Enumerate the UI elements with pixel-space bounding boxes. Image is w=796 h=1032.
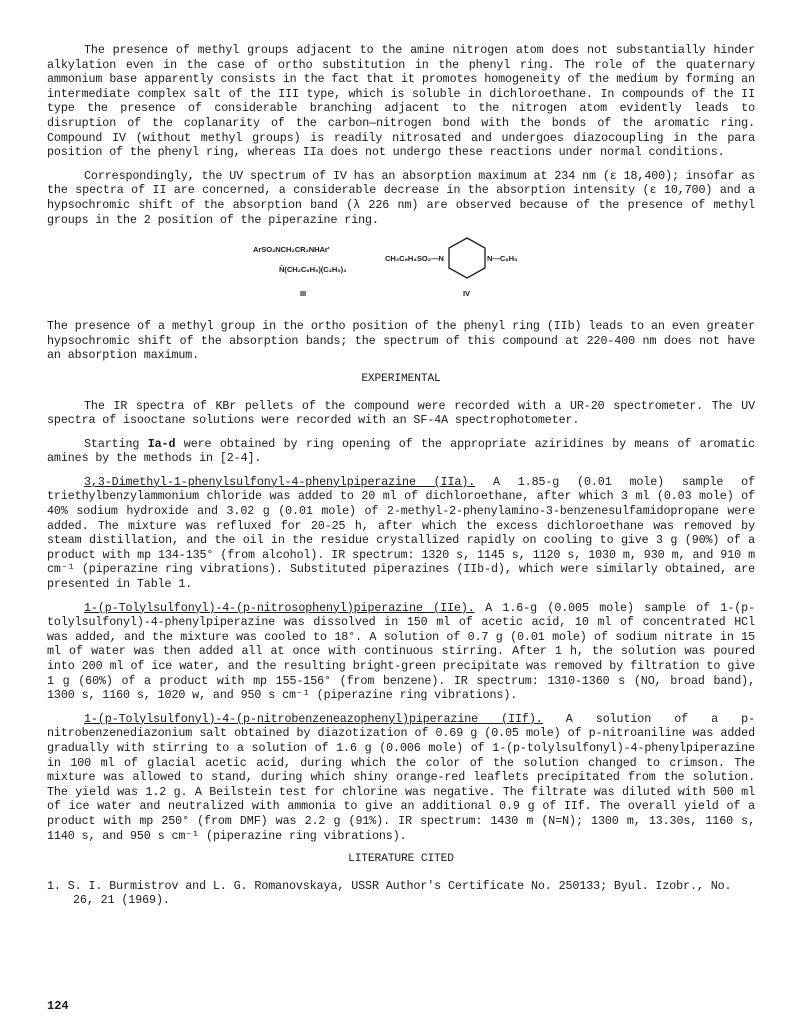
paragraph-uv-spectrum: Correspondingly, the UV spectrum of IV has an absorption maximum at 234 nm (ε 18,400); insofar as the spectra of II are concerned, a considerable decrease in the absorption intensity (ε 10,700) and a hypsochromic shift of the absorption band (λ 226 nm) are observed because of the presence of methyl groups in the 2 position of the piperazine ring. bbox=[47, 168, 755, 227]
compound-title-IIf: 1-(p-Tolylsulfonyl)-4-(p-nitrobenzeneazophenyl)piperazine (IIf). bbox=[84, 711, 543, 726]
structure-IV-label: IV bbox=[463, 289, 470, 299]
compound-title-IIe: 1-(p-Tolylsulfonyl)-4-(p-nitrosophenyl)piperazine (IIe). bbox=[84, 600, 475, 615]
compound-label: Ia-d bbox=[147, 436, 176, 451]
paragraph-ortho-methyl: The presence of a methyl group in the ortho position of the phenyl ring (IIb) leads to an even greater hypsochromic shift of the absorption bands; the spectrum of this compound at 220-400 nm does not have an absorption maximum. bbox=[47, 319, 755, 363]
reference-1: 1. S. I. Burmistrov and L. G. Romanovskaya, USSR Author's Certificate No. 250133; Byul. Izobr., No. 26, 21 (1969). bbox=[47, 878, 732, 908]
article-body bbox=[47, 43, 755, 917]
experimental-heading: EXPERIMENTAL bbox=[361, 372, 441, 385]
structure-IV-right: N—C₆H₅ bbox=[487, 254, 518, 264]
structure-III-line2: N̂(CH₂C₆H₅)(C₂H₅)₃ bbox=[279, 265, 347, 275]
structure-III-line1: ArSO₂NCH₂CR₂NHAr' bbox=[253, 245, 330, 255]
paragraph-IIe: 1-(p-Tolylsulfonyl)-4-(p-nitrosophenyl)piperazine (IIe). A 1.6-g (0.005 mole) sample of 1-(p-tolylsulfonyl)-4-phenylpiperazine was dissolved in 150 ml of acetic acid, 10 ml of concentrated HCl was added, and the mixture was cooled to 18°. A solution of 0.7 g (0.01 mole) of sodium nitrate in 15 ml of water was then added all at once with continuous stirring. After 1 h, the solution was poured into 200 ml of ice water, and the resulting bright-green precipitate was removed by filtration to give 1 g (60%) of a product with mp 155-156° (from benzene). IR spectrum: 1310-1360 s (NO, broad band), 1300 s, 1160 s, 1020 w, and 950 s cm⁻¹ (piperazine ring vibrations). bbox=[47, 600, 755, 703]
paragraph-IIf: 1-(p-Tolylsulfonyl)-4-(p-nitrobenzeneazophenyl)piperazine (IIf). A solution of a p-nitrobenzenediazonium salt obtained by diazotization of 0.69 g (0.05 mole) of p-nitroaniline was added gradually with stirring to a solution of 1.6 g (0.006 mole) of 1-(p-tolylsulfonyl)-4-phenylpiperazine in 100 ml of glacial acetic acid, during which the color of the solution changed to crimson. The mixture was allowed to stand, during which shiny orange-red leaflets precipitated from the solution. The yield was 1.2 g. A Beilstein test for chlorine was negative. The filtrate was diluted with 500 ml of ice water and neutralized with ammonia to give an additional 0.9 g of IIf. The overall yield of a product with mp 250° (from DMF) was 2.2 g (91%). IR spectrum: 1430 m (N=N); 1300 m, 13.30s, 1160 s, 1140 s, and 950 s cm⁻¹ (piperazine ring vibrations). bbox=[47, 711, 755, 843]
paragraph-IIa: 3,3-Dimethyl-1-phenylsulfonyl-4-phenylpiperazine (IIa). A 1.85-g (0.01 mole) sample of triethylbenzylammonium chloride was added to 20 ml of dichloroethane, after which 3 ml (0.03 mole) of 40% sodium hydroxide and 3.02 g (0.01 mole) of 2-methyl-2-phenylamino-3-benzenesulfamidopropane were added. The mixture was refluxed for 20-25 h, after which the excess dichloroethane was removed by steam distillation, and the oil in the residue crystallized rapidly on cooling to give 3 g (90%) of a product with mp 134-135° (from alcohol). IR spectrum: 1320 s, 1145 s, 1120 s, 1030 m, 930 m, and 910 m cm⁻¹ (piperazine ring vibrations). Substituted piperazines (IIb-d), which were similarly obtained, are presented in Table 1. bbox=[47, 474, 755, 592]
structure-III-label: III bbox=[300, 289, 307, 299]
chemical-structures bbox=[47, 236, 755, 312]
piperazine-ring-icon bbox=[446, 236, 488, 280]
compound-title-IIa: 3,3-Dimethyl-1-phenylsulfonyl-4-phenylpiperazine (IIa). bbox=[84, 474, 476, 489]
paragraph-methyl-groups: The presence of methyl groups adjacent to the amine nitrogen atom does not substantially hinder alkylation even in the case of ortho substitution in the phenyl ring. The role of the quaternary ammonium base apparently consists in the fact that it promotes homogeneity of the medium by forming an intermediate complex salt of the III type, which is soluble in dichloroethane. In compounds of the II type the presence of considerable branching adjacent to the nitrogen atom evidently leads to disruption of the coplanarity of the carbon—nitrogen bond with the bonds of the aromatic ring. Compound IV (without methyl groups) is readily nitrosated and undergoes diazocoupling in the para position of the phenyl ring, whereas IIa does not undergo these reactions under normal conditions. bbox=[47, 43, 755, 160]
paragraph-instruments: The IR spectra of KBr pellets of the compound were recorded with a UR-20 spectrometer. The UV spectra of isooctane solutions were recorded with an SF-4A spectrophotometer. bbox=[47, 398, 755, 428]
literature-heading: LITERATURE CITED bbox=[348, 853, 454, 866]
paragraph-starting-materials: Starting Ia-d were obtained by ring opening of the appropriate aziridines by means of aromatic amines by the methods in [2-4]. bbox=[47, 436, 755, 466]
page-number: 124 bbox=[47, 999, 69, 1013]
structure-IV-left: CH₃C₆H₄SO₂—N bbox=[385, 254, 444, 264]
